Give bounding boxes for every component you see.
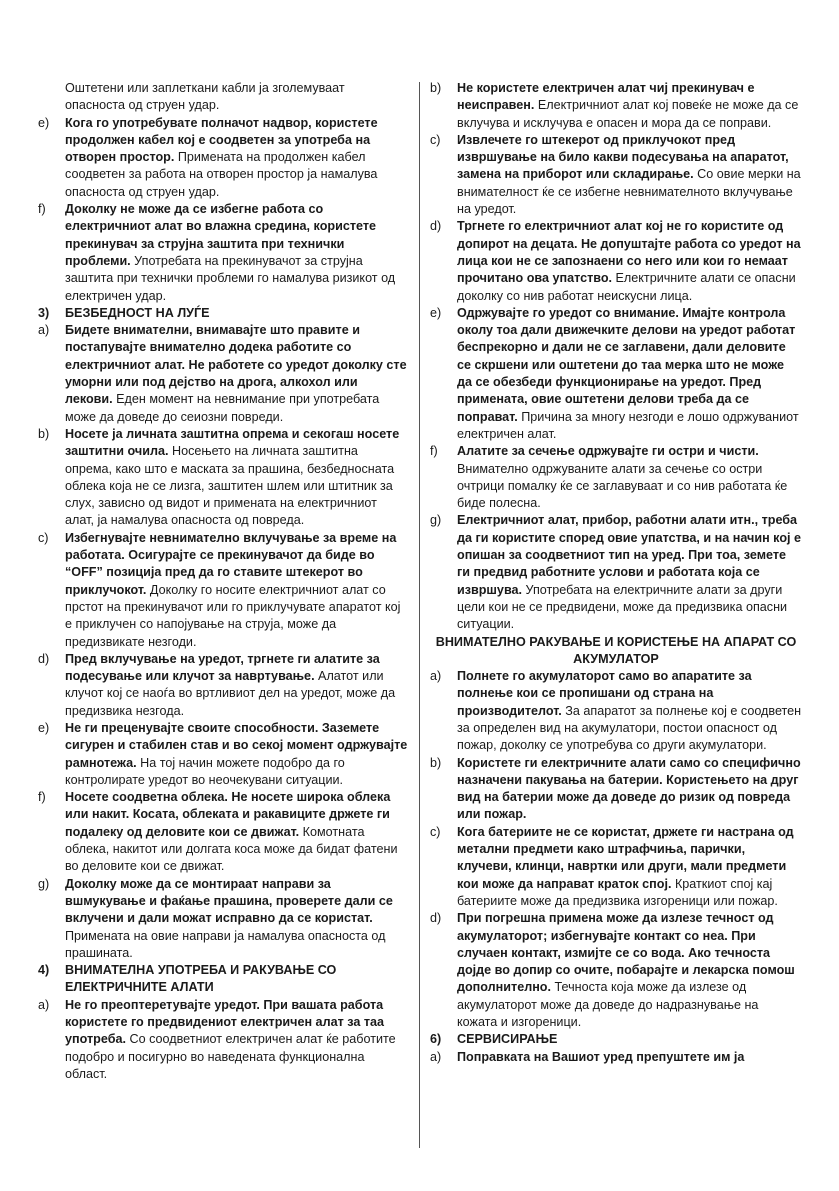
item-label: f): [38, 202, 46, 217]
item-text: Со соодветниот електричен алат ќе работите подобро и посигурно во наведената функционална област.: [65, 1032, 396, 1081]
list-item: [38, 530, 408, 651]
item-label: f): [38, 790, 46, 805]
left-column: [38, 80, 408, 1083]
item-label: a): [38, 323, 50, 338]
item-text: Доколку го носите електричниот алат со прстот на прекинувачот или го приклучувате апаратот кој е приклучен со напојување на струја, може да предизвикате незгоди.: [65, 582, 401, 649]
item-bold-text: Носете соодветна облека. Не носете широка облека или накит. Косата, облеката и ракавиците држете ги подалеку од деловите кои се движат.: [65, 790, 391, 839]
item-text: Течноста која може да излезе од акумулаторот може да доведе до надразнување на кожата и изгореници.: [457, 980, 759, 1030]
section-heading: ВНИМАТЕЛНО РАКУВАЊЕ И КОРИСТЕЊЕ НА АПАРАТ СО АКУМУЛАТОР: [435, 634, 797, 666]
item-label: a): [430, 1049, 442, 1064]
list-item: [38, 720, 408, 789]
list-item: [38, 876, 408, 962]
item-text: На тој начин можете подобро да го контролирате уредот во неочекувани ситуации.: [65, 755, 345, 787]
item-label: d): [38, 651, 50, 666]
item-label: d): [430, 219, 442, 234]
list-item: [430, 132, 802, 218]
item-text: Носењето на личната заштитна опрема, како што е маската за прашина, безбедносната облека која не се лизга, заштитен шлем или штитник за слух, зависно од видот и примената на електричниот алат, ја намалува опасноста од повреда.: [65, 444, 395, 528]
item-text: Со овие мерки на внимателност ќе се избегне невнимателното вклучување на уредот.: [457, 167, 801, 217]
list-item: [38, 201, 408, 305]
item-text: Електричните алати се опасни доколку со нив работат неискусни лица.: [457, 271, 796, 303]
list-item: [38, 322, 408, 426]
item-text: Комотната облека, накитот или долгата коса може да бидат фатени во деловите кои се движат.: [65, 824, 398, 874]
section-title: СЕРВИСИРАЊЕ: [457, 1032, 558, 1047]
section-title: ВНИМАТЕЛНА УПОТРЕБА И РАКУВАЊЕ СО ЕЛЕКТРИЧНИТЕ АЛАТИ: [65, 963, 337, 995]
item-label: a): [38, 997, 50, 1012]
item-text: Примената на продолжен кабел соодветен за работа на отворен простор ја намалува опасноста од струен удар.: [65, 150, 378, 199]
item-bold-text: Доколку не може да се избегне работа со електричниот алат во влажна средина, користете прекинувач за струјна заштита при технички проблеми.: [65, 202, 377, 268]
item-label: b): [38, 426, 50, 441]
item-bold-text: Поправката на Вашиот уред препуштете им ја: [457, 1049, 745, 1064]
item-bold-text: Алатите за сечење одржувајте ги остри и чисти.: [457, 444, 759, 459]
item-text: Краткиот спој кај батериите може да предизвика изгореници или пожар.: [457, 876, 778, 908]
item-bold-text: Електричниот алат, прибор, работни алати итн., треба да ги користите според овие упатства, и на начин кој е опишан за соодветниот тип на уред. При тоа, земете ги предвид работните услови и работата која се извршува.: [457, 513, 802, 597]
section-number: 6): [430, 1032, 442, 1047]
item-bold-text: Користете ги електричните алати само со специфично назначени пакувања на батерии. Користењето на друг вид на батерии може да доведе до ризик од повреда или пожар.: [457, 755, 801, 822]
list-item: [430, 443, 802, 512]
item-label: c): [430, 824, 441, 839]
item-text: Употребата на електричните алати за други цели кои не се предвидени, може да предизвика опасни ситуации.: [457, 582, 788, 632]
item-bold-text: Бидете внимателни, внимавајте што правите и постапувајте внимателно додека работите со електричниот алат. Не работете со уредот доколку сте уморни или под дејство на дрога, алкохол или лекови.: [65, 323, 407, 407]
item-bold-text: Не го преоптеретувајте уредот. При вашата работа користете го предвидениот електричен алат за таа употреба.: [65, 997, 385, 1047]
item-text: Електричниот алат кој повеќе не може да се вклучува и исклучува е опасен и мора да се поправи.: [457, 98, 799, 130]
list-item: [38, 651, 408, 720]
item-label: a): [430, 669, 442, 684]
continued-paragraph: Оштетени или заплеткани кабли ја зголемуваат опасноста од струен удар.: [65, 81, 345, 113]
item-text: Употребата на прекинувачот за струјна заштита при технички проблеми го намалува ризикот од електричен удар.: [65, 253, 396, 303]
item-label: e): [38, 720, 50, 735]
item-bold-text: Носете ја личната заштитна опрема и секогаш носете заштитни очила.: [65, 426, 400, 459]
item-bold-text: Доколку може да се монтираат направи за вшмукување и фаќање прашина, проверете дали се вклучени и дали можат исправно да се користат.: [65, 876, 393, 926]
section-number: 4): [38, 963, 50, 978]
column-divider: [419, 82, 420, 1148]
item-label: b): [430, 755, 442, 770]
item-label: e): [430, 305, 442, 320]
list-item: [430, 512, 802, 633]
section-heading: [38, 305, 408, 322]
list-item: [38, 789, 408, 875]
list-item: [38, 426, 408, 530]
list-item: [430, 910, 802, 1031]
item-bold-text: Одржувајте го уредот со внимание. Имајте контрола околу тоа дали движечките делови на уредот работат беспрекорно и дали не се заглавени, дали деловите се скршени или оштетени до таа мерка што не може да се обезбеди функционирање на уредот. Пред примената, овие оштетени делови треба да се поправат.: [457, 305, 796, 424]
list-item: [430, 824, 802, 910]
item-label: g): [430, 513, 442, 528]
item-bold-text: Полнете го акумулаторот само во апаратите за полнење кои се пропишани од страна на производителот.: [457, 669, 752, 718]
section-heading: [430, 1031, 802, 1048]
item-label: e): [38, 115, 50, 130]
list-item: [430, 218, 802, 304]
item-bold-text: Не користете електричен алат чиј прекинувач е неисправен.: [457, 81, 755, 113]
item-bold-text: Избегнувајте невнимателно вклучување за време на работата. Осигурајте се прекинувачот да биде во “OFF” позиција пред да го ставите штекерот во приклучокот.: [65, 530, 397, 597]
list-item: [430, 80, 802, 132]
item-label: c): [38, 530, 49, 545]
item-text: Еден момент на невнимание при употребата може да доведе до сеиозни повреди.: [65, 392, 380, 424]
list-item: [430, 1049, 802, 1066]
list-item: [38, 997, 408, 1083]
item-bold-text: Тргнете го електричниот алат кој не го користите од допирот на децата. Не допуштајте работа со уредот на лица кои не се запознаени со него или кои го немаат прочитано ова упатство.: [457, 219, 801, 286]
item-bold-text: При погрешна примена може да излезе течност од акумулаторот; избегнувајте контакт со неа. При случаен контакт, измијте се со вода. Ако течноста дојде во допир со очите, побарајте и лекарска помош дополнително.: [457, 911, 795, 995]
item-bold-text: Пред вклучување на уредот, тргнете ги алатите за подесување или клучот за навртување.: [65, 651, 380, 684]
item-label: f): [430, 444, 438, 459]
item-label: d): [430, 911, 442, 926]
item-bold-text: Извлечете го штекерот од приклучокот пред извршување на било какви подесувања на апаратот, замена на приборот или складирање.: [457, 132, 789, 182]
item-text: За апаратот за полнење кој е соодветен за определен вид на акумулатори, постои опасност од пожар, доколку се употребува со други акумулатори.: [457, 703, 802, 753]
item-text: Алатот или клучот кој се наоѓа во вртливиот дел на уредот, може да предизвика незгода.: [65, 669, 396, 718]
section-number: 3): [38, 305, 50, 320]
item-label: c): [430, 132, 441, 147]
item-bold-text: Кога батериите не се користат, држете ги настрана од метални предмети како штрафчиња, парички, клучеви, клинци, навртки или други, мали предмети кои може да направат краток спој.: [457, 824, 794, 891]
item-text: Примената на овие направи ја намалува опасноста од прашината.: [65, 928, 386, 960]
item-label: g): [38, 876, 50, 891]
section-heading: [38, 962, 408, 997]
list-item: [430, 755, 802, 824]
item-text: Причина за многу незгоди е лошо одржуваниот електричен алат.: [457, 409, 799, 441]
list-item: [430, 668, 802, 754]
section-title: БЕЗБЕДНОСТ НА ЛУЃЕ: [65, 305, 210, 320]
item-text: Внимателно одржуваните алати за сечење со остри очтрици помалку ќе се заглавуваат и со нив работата ќе биде полесна.: [457, 461, 788, 511]
list-item: [430, 305, 802, 443]
right-column: [430, 80, 802, 1066]
item-bold-text: Не ги преценувајте своите способности. Заземете сигурен и стабилен став и во секој момент одржувајте рамнотежа.: [65, 720, 408, 770]
list-item: [38, 115, 408, 201]
item-label: b): [430, 81, 442, 95]
item-bold-text: Кога го употребувате полначот надвор, користете продолжен кабел кој е соодветен за употреба на отворен простор.: [65, 115, 378, 165]
